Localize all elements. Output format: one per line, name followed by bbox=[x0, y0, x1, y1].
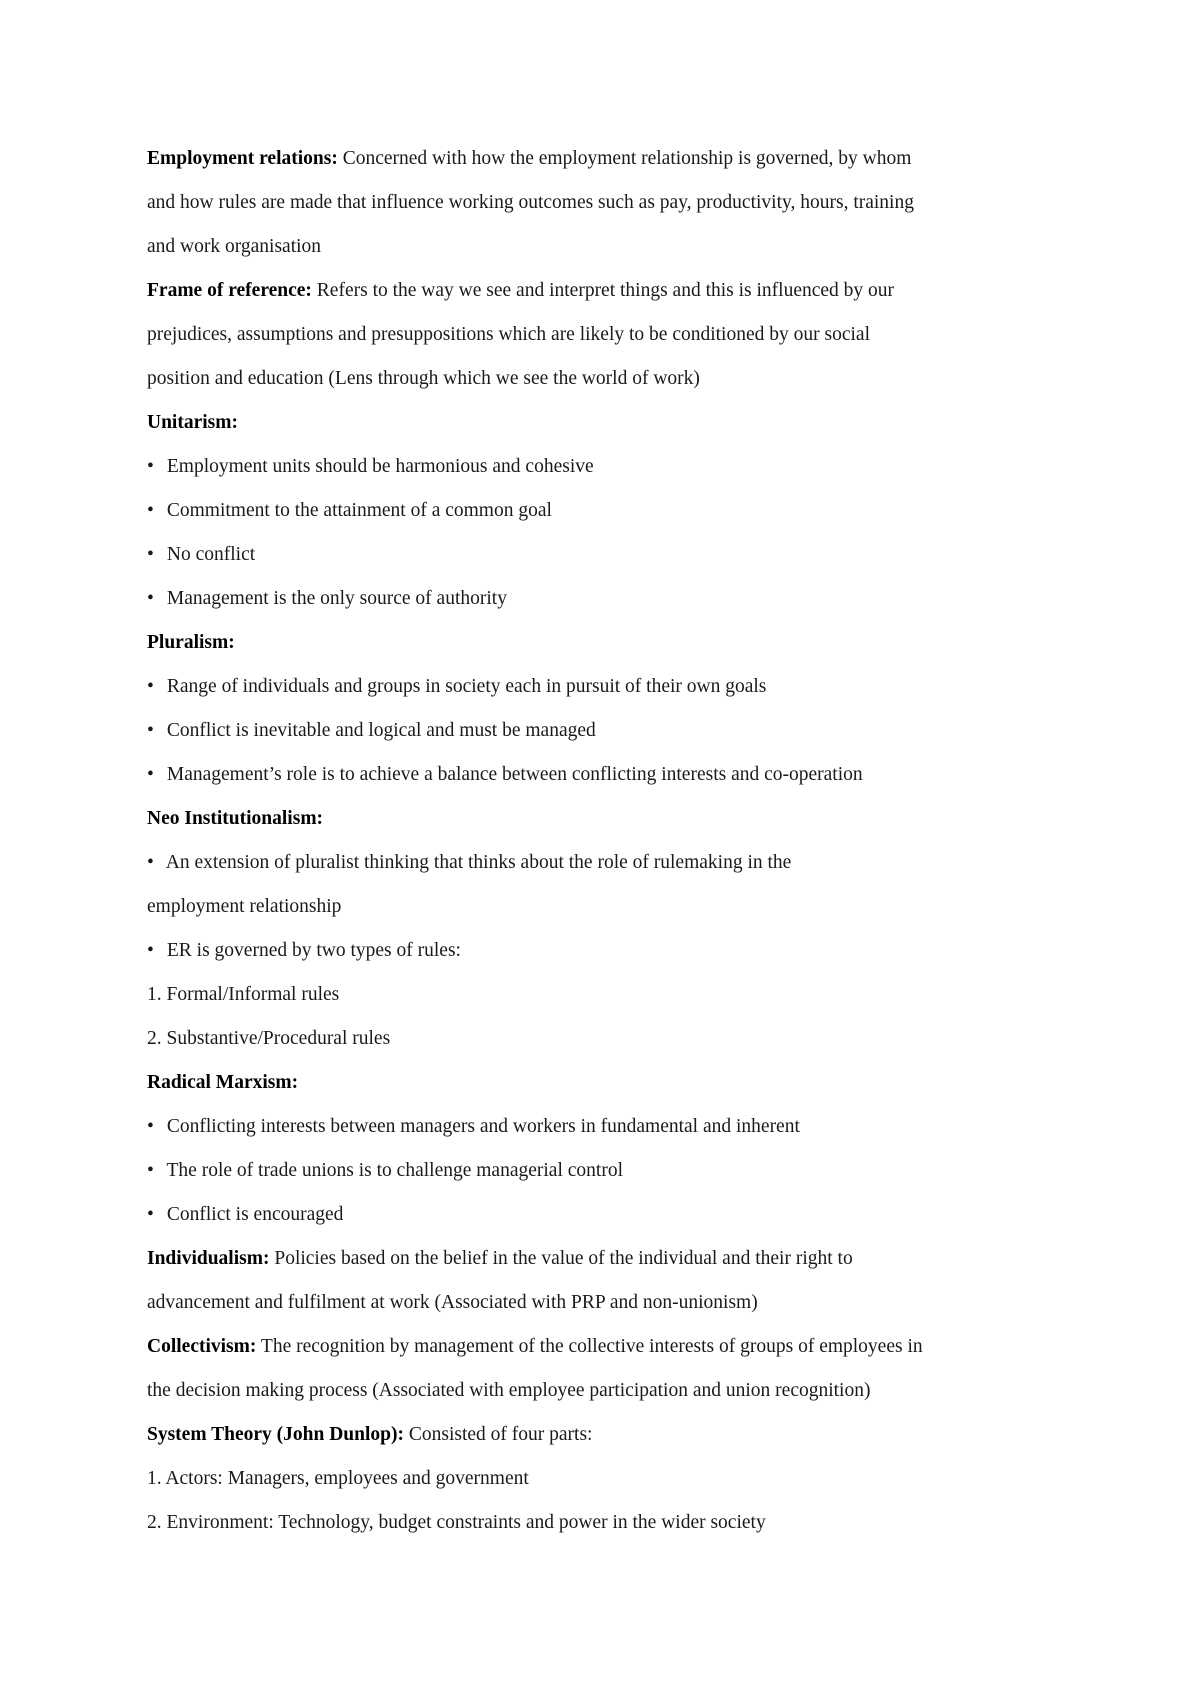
text-line bbox=[147, 934, 1067, 978]
line-text: Range of individuals and groups in society each in pursuit of their own goals bbox=[162, 676, 767, 697]
line-text: Employment units should be harmonious and cohesive bbox=[162, 456, 594, 477]
text-line bbox=[147, 406, 1067, 450]
text-line bbox=[147, 582, 1067, 626]
line-text: position and education (Lens through which we see the world of work) bbox=[147, 368, 700, 389]
text-line bbox=[147, 1462, 1067, 1506]
line-text: No conflict bbox=[162, 544, 256, 565]
term-heading: Employment relations: bbox=[147, 148, 338, 169]
text-line bbox=[147, 890, 1067, 934]
line-text: ER is governed by two types of rules: bbox=[162, 940, 461, 961]
line-text: Conflict is encouraged bbox=[162, 1204, 344, 1225]
line-text: Management’s role is to achieve a balance between conflicting interests and co-operation bbox=[162, 764, 863, 785]
text-line bbox=[147, 450, 1067, 494]
text-line bbox=[147, 802, 1067, 846]
text-line bbox=[147, 1374, 1067, 1418]
text-line bbox=[147, 1110, 1067, 1154]
term-heading: System Theory (John Dunlop): bbox=[147, 1424, 404, 1445]
term-heading: Frame of reference: bbox=[147, 280, 312, 301]
line-text: 1. Formal/Informal rules bbox=[147, 984, 340, 1005]
line-text: prejudices, assumptions and presuppositions which are likely to be conditioned by our social bbox=[147, 324, 870, 345]
text-line bbox=[147, 494, 1067, 538]
text-line bbox=[147, 362, 1067, 406]
text-line bbox=[147, 1286, 1067, 1330]
text-line bbox=[147, 670, 1067, 714]
text-line bbox=[147, 142, 1067, 186]
text-line bbox=[147, 538, 1067, 582]
line-text: An extension of pluralist thinking that thinks about the role of rulemaking in the bbox=[162, 852, 792, 873]
line-text: The recognition by management of the collective interests of groups of employees in bbox=[256, 1336, 923, 1357]
bullet-marker: • bbox=[147, 456, 154, 477]
bullet-marker: • bbox=[147, 1160, 154, 1181]
text-line bbox=[147, 1066, 1067, 1110]
term-heading: Individualism: bbox=[147, 1248, 270, 1269]
line-text: and how rules are made that influence working outcomes such as pay, productivity, hours, training bbox=[147, 192, 914, 213]
text-line bbox=[147, 714, 1067, 758]
text-line bbox=[147, 1506, 1067, 1550]
line-text: 2. Substantive/Procedural rules bbox=[147, 1028, 391, 1049]
term-heading: Collectivism: bbox=[147, 1336, 257, 1357]
text-line bbox=[147, 1242, 1067, 1286]
text-line bbox=[147, 274, 1067, 318]
bullet-marker: • bbox=[147, 720, 154, 741]
line-text: Concerned with how the employment relationship is governed, by whom bbox=[337, 148, 912, 169]
text-line bbox=[147, 626, 1067, 670]
bullet-marker: • bbox=[147, 544, 154, 565]
term-heading: Pluralism: bbox=[147, 632, 235, 653]
text-line bbox=[147, 1022, 1067, 1066]
text-line bbox=[147, 186, 1067, 230]
line-text: 2. Environment: Technology, budget constraints and power in the wider society bbox=[147, 1512, 766, 1533]
line-text: advancement and fulfilment at work (Associated with PRP and non-unionism) bbox=[147, 1292, 758, 1313]
line-text: employment relationship bbox=[147, 896, 342, 917]
text-line bbox=[147, 758, 1067, 802]
bullet-marker: • bbox=[147, 676, 154, 697]
line-text: Conflicting interests between managers and workers in fundamental and inherent bbox=[162, 1116, 800, 1137]
bullet-marker: • bbox=[147, 500, 154, 521]
text-line bbox=[147, 230, 1067, 274]
text-line bbox=[147, 1198, 1067, 1242]
line-text: Management is the only source of authority bbox=[162, 588, 507, 609]
bullet-marker: • bbox=[147, 1116, 154, 1137]
line-text: Policies based on the belief in the value of the individual and their right to bbox=[269, 1248, 853, 1269]
text-line bbox=[147, 978, 1067, 1022]
bullet-marker: • bbox=[147, 588, 154, 609]
line-text: and work organisation bbox=[147, 236, 322, 257]
line-text: Commitment to the attainment of a common goal bbox=[162, 500, 552, 521]
bullet-marker: • bbox=[147, 852, 154, 873]
text-line bbox=[147, 318, 1067, 362]
term-heading: Neo Institutionalism: bbox=[147, 808, 324, 829]
text-line bbox=[147, 1154, 1067, 1198]
term-heading: Radical Marxism: bbox=[147, 1072, 299, 1093]
text-line bbox=[147, 1330, 1067, 1374]
line-text: the decision making process (Associated with employee participation and union recognition) bbox=[147, 1380, 871, 1401]
bullet-marker: • bbox=[147, 1204, 154, 1225]
bullet-marker: • bbox=[147, 940, 154, 961]
line-text: Consisted of four parts: bbox=[403, 1424, 593, 1445]
bullet-marker: • bbox=[147, 764, 154, 785]
line-text: Refers to the way we see and interpret things and this is influenced by our bbox=[311, 280, 895, 301]
text-line bbox=[147, 846, 1067, 890]
line-text: 1. Actors: Managers, employees and government bbox=[147, 1468, 529, 1489]
line-text: Conflict is inevitable and logical and must be managed bbox=[162, 720, 596, 741]
text-line bbox=[147, 1418, 1067, 1462]
term-heading: Unitarism: bbox=[147, 412, 238, 433]
document-body bbox=[147, 142, 1067, 1550]
line-text: The role of trade unions is to challenge managerial control bbox=[162, 1160, 623, 1181]
